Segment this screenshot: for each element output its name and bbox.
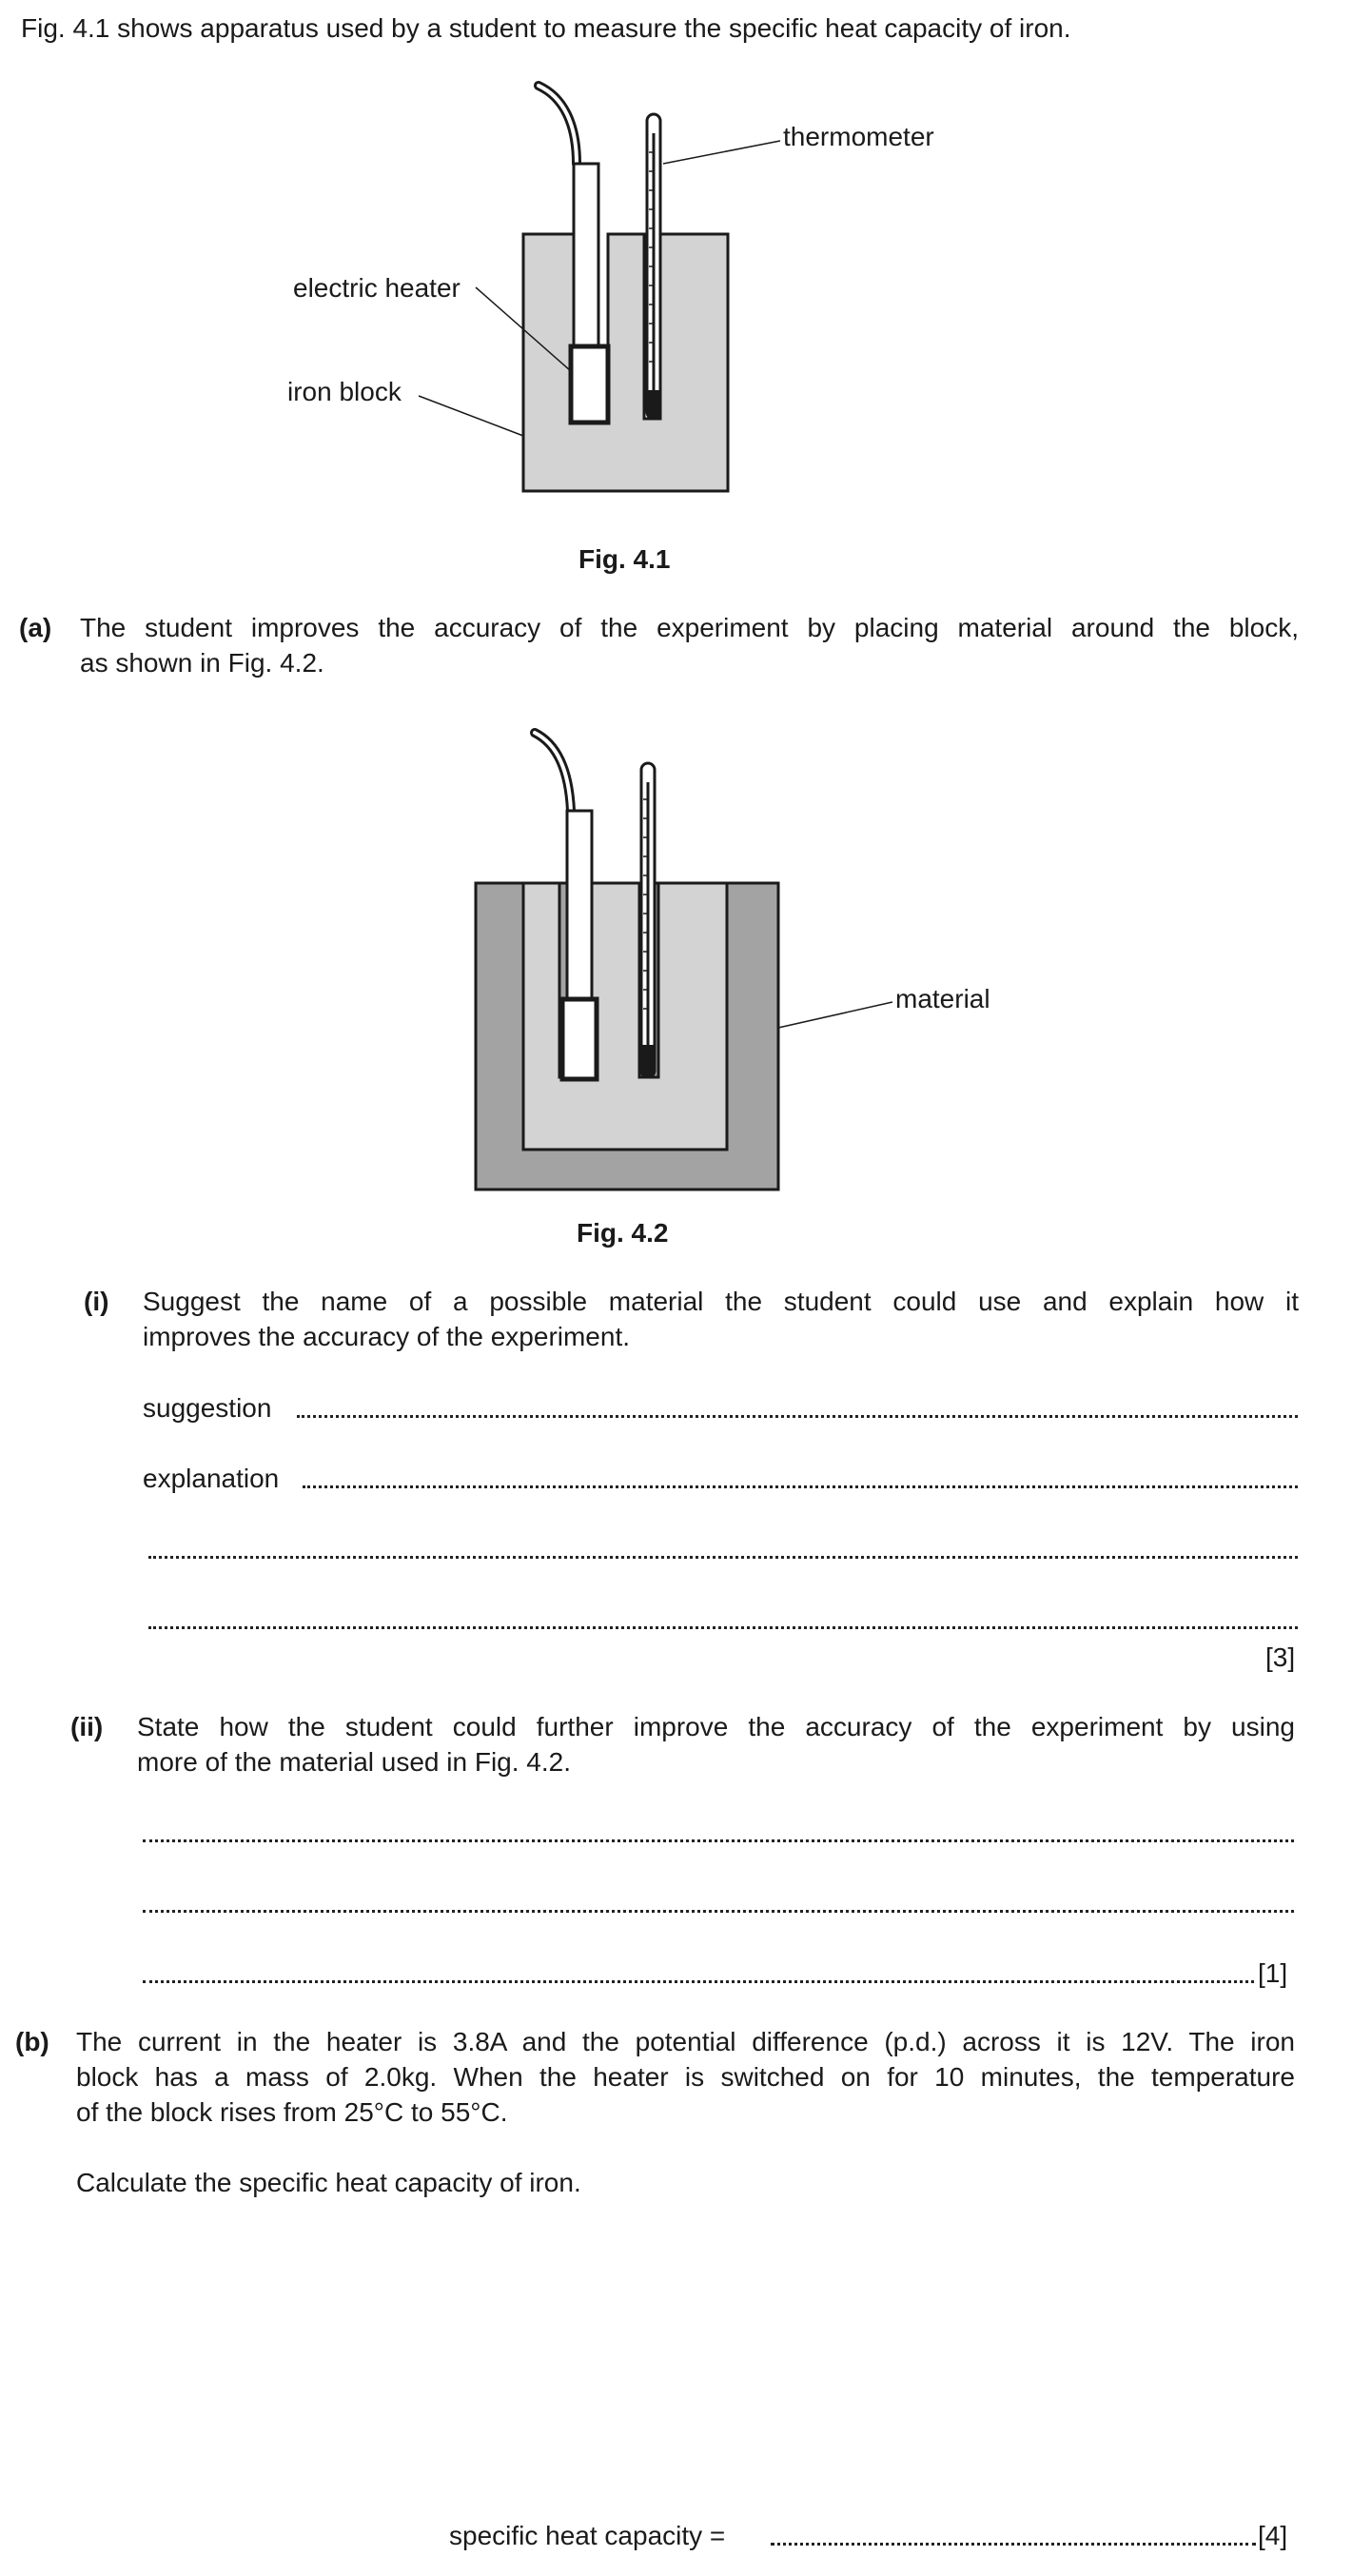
fig-4-1-caption: Fig. 4.1 xyxy=(578,544,671,574)
explanation-answer-line-2[interactable] xyxy=(148,1532,1298,1566)
figure-4-1 xyxy=(266,76,990,514)
suggestion-answer-line[interactable] xyxy=(297,1391,1298,1426)
suggestion-label: suggestion xyxy=(143,1393,272,1423)
part-b-label: (b) xyxy=(15,2027,49,2056)
thermometer-bulb-2 xyxy=(642,1045,654,1077)
iron-block-2 xyxy=(523,883,727,1150)
thermometer-bulb xyxy=(648,390,659,419)
part-a-ii-text-line2: more of the material used in Fig. 4.2. xyxy=(137,1747,571,1777)
heater-element xyxy=(571,346,608,423)
part-b-instruction: Calculate the specific heat capacity of iron. xyxy=(76,2168,581,2197)
explanation-label: explanation xyxy=(143,1464,280,1493)
part-a-ii-answer-line-2[interactable] xyxy=(143,1886,1294,1920)
label-electric-heater: electric heater xyxy=(293,273,461,303)
explanation-answer-line-3[interactable] xyxy=(148,1603,1298,1637)
part-a-ii-label: (ii) xyxy=(70,1712,104,1741)
explanation-answer-line-1[interactable] xyxy=(303,1462,1298,1496)
part-a-i-label: (i) xyxy=(84,1287,109,1316)
part-a-ii-answer-line-1[interactable] xyxy=(143,1816,1294,1850)
part-b-text-line2: block has a mass of 2.0kg. When the heater is switched on for 10 minutes, the temperature xyxy=(76,2062,1295,2092)
answer-label: specific heat capacity = xyxy=(449,2521,726,2550)
part-a-text-line1: The student improves the accuracy of the experiment by placing material around the block, xyxy=(80,613,1299,642)
part-b-text-line1: The current in the heater is 3.8A and the potential difference (p.d.) across it is 12V. The iron xyxy=(76,2027,1295,2056)
part-a-ii-marks: [1] xyxy=(1258,1958,1288,1988)
intro-text: Fig. 4.1 shows apparatus used by a student to measure the specific heat capacity of iron. xyxy=(21,13,1071,43)
answer-line[interactable] xyxy=(771,2519,1256,2553)
part-b-marks: [4] xyxy=(1258,2521,1288,2550)
label-iron-block: iron block xyxy=(287,377,402,406)
part-a-ii-text-line1: State how the student could further improve the accuracy of the experiment by using xyxy=(137,1712,1295,1741)
fig-4-2-caption: Fig. 4.2 xyxy=(577,1218,669,1248)
heater-element-2 xyxy=(562,999,597,1079)
part-a-text-line2: as shown in Fig. 4.2. xyxy=(80,648,324,678)
part-a-i-marks: [3] xyxy=(1265,1642,1296,1672)
label-thermometer: thermometer xyxy=(783,122,934,151)
iron-block xyxy=(523,234,728,491)
part-a-ii-answer-line-3[interactable] xyxy=(143,1957,1254,1991)
part-a-i-text-line2: improves the accuracy of the experiment. xyxy=(143,1322,631,1351)
figure-4-2 xyxy=(381,723,1047,1199)
part-a-i-text-line1: Suggest the name of a possible material the student could use and explain how it xyxy=(143,1287,1299,1316)
label-material: material xyxy=(895,984,990,1013)
part-b-text-line3: of the block rises from 25°C to 55°C. xyxy=(76,2097,508,2127)
part-a-label: (a) xyxy=(19,613,52,642)
